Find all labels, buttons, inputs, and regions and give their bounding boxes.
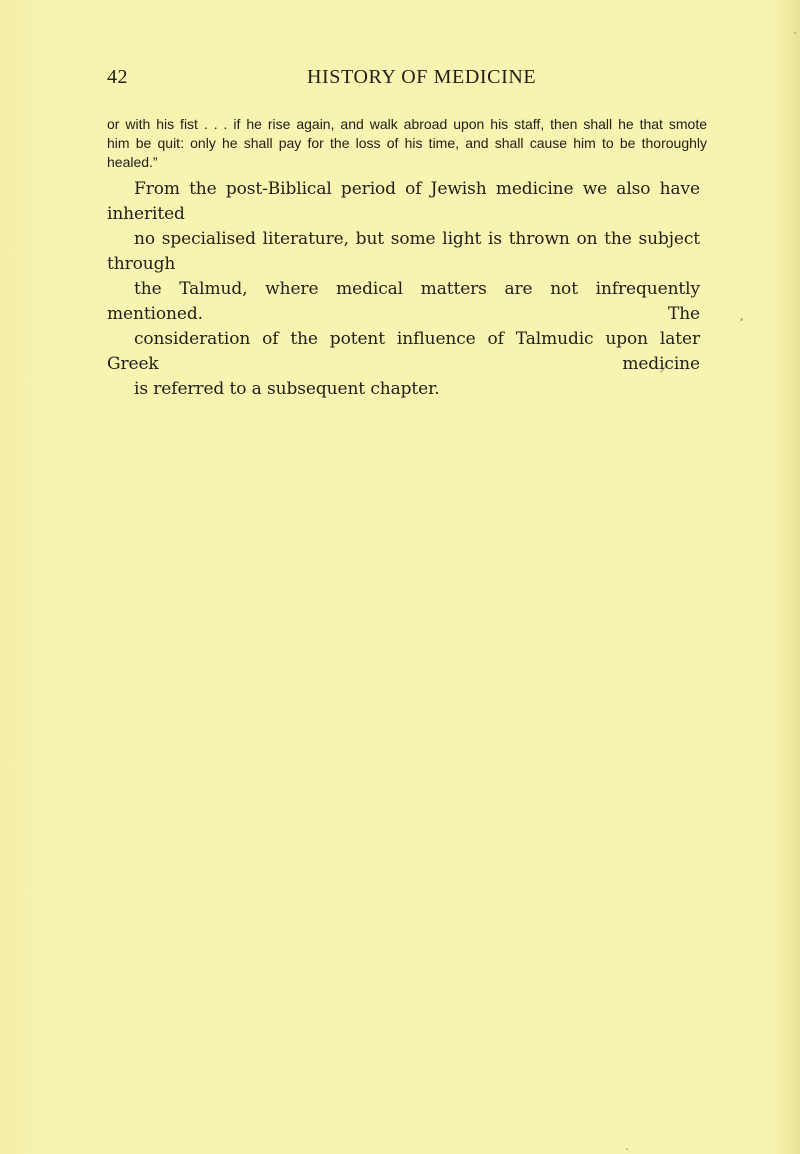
quote-line: him be quit: only he shall pay for the loss of his time, and shall cause him to be thoroughly (107, 135, 707, 151)
paragraph-line: no specialised literature, but some light is thrown on the subject through (107, 229, 700, 274)
paragraph-line: From the post-Biblical period of Jewish medicine we also have inherited (107, 179, 700, 224)
quote-line: or with his fist . . . if he rise again, and walk abroad upon his staff, then shall he that smote (107, 116, 707, 132)
paragraph-line: the Talmud, where medical matters are not infrequently mentioned. The (107, 279, 700, 324)
paper-speck (626, 1148, 628, 1150)
paragraph-line: is referred to a subsequent chapter. (134, 379, 440, 399)
paragraph-line: consideration of the potent influence of Talmudic upon later Greek medicine (107, 329, 700, 374)
body-paragraph (107, 177, 700, 402)
page-header (107, 66, 695, 94)
paper-speck (794, 32, 796, 34)
running-title: HISTORY OF MEDICINE (307, 66, 537, 88)
page-number: 42 (107, 66, 128, 88)
quoted-passage (107, 115, 707, 172)
quote-line: healed.” (107, 154, 158, 170)
paper-speck (740, 318, 743, 321)
